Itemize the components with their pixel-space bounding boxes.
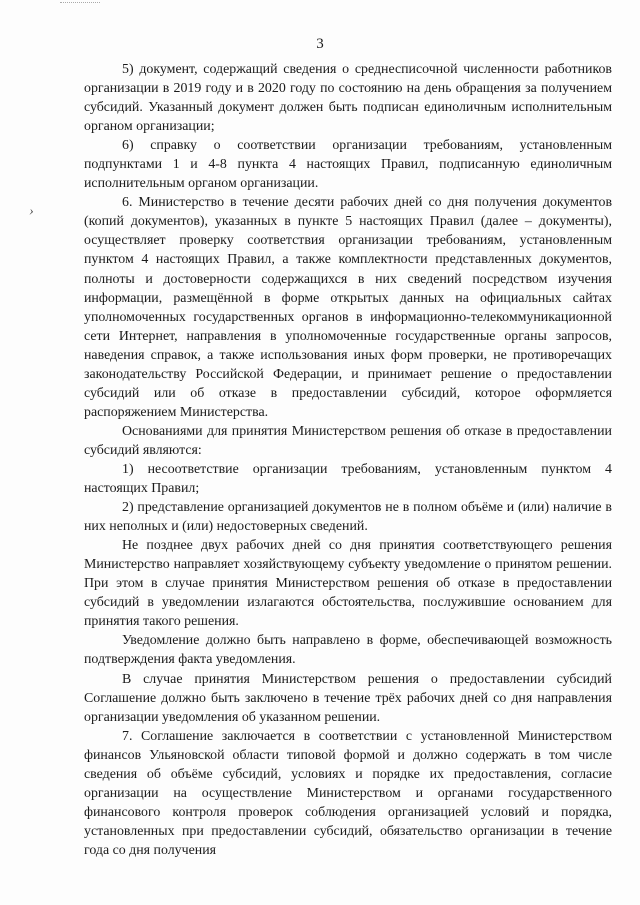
paragraph-item-6: 6) справку о соответствии организации требованиям, установленным подпунктами 1 и 4-8 пункта 4 настоящих Правил, подписанную единоличным исполнительным органом организации. xyxy=(84,138,612,192)
paragraph-item-5: 5) документ, содержащий сведения о среднесписочной численности работников организации в 2019 году и в 2020 году по состоянию на день обращения за получением субсидий. Указанный документ должен быть подписан единоличным исполнительным органом организации; xyxy=(84,62,612,135)
paragraph-refusal-1: 1) несоответствие организации требованиям, установленным пунктом 4 настоящих Правил; xyxy=(84,461,612,497)
page-number: 3 xyxy=(316,36,324,52)
paragraph-notification-form: Уведомление должно быть направлено в форме, обеспечивающей возможность подтверждения факта уведомления. xyxy=(84,633,612,668)
paragraph-section-6: 6. Министерство в течение десяти рабочих дней со дня получения документов (копий документов), указанных в пункте 5 настоящих Правил (далее – документы), осуществляет проверку соответствия организации требованиям, установленным пунктом 4 настоящих Правил, а также комплектности представленных документов, полноты и достоверности содержащихся в них сведений посредством изучения информации, размещённой в форме открытых данных на официальных сайтах уполномоченных государственных органов в информационно-телекоммуникационной сети Интернет, направления в уполномоченные государственные органы запросов, наведения справок, а также использования иных форм проверки, не противоречащих законодательству Российской Федерации, и принимает решение о предоставлении субсидий или об отказе в предоставлении субсидий, которое оформляется распоряжением Министерства. xyxy=(84,195,612,420)
paragraph-refusal-grounds: Основаниями для принятия Министерством решения об отказе в предоставлении субсидий являются: xyxy=(84,423,612,458)
scan-artifact xyxy=(60,2,100,5)
margin-handwritten-mark: › xyxy=(29,204,34,219)
paragraph-section-7: 7. Соглашение заключается в соответствии с установленной Министерством финансов Ульяновской области типовой формой и должно содержать в том числе сведения об объёме субсидий, условиях и порядке их предоставления, согласие организации на осуществление Министерством и органами государственного финансового контроля проверок соблюдения организацией условий и порядка, установленных при предоставлении субсидий, обязательство организации в течение года со дня получения xyxy=(84,728,612,858)
paragraph-agreement-deadline: В случае принятия Министерством решения о предоставлении субсидий Соглашение должно быть заключено в течение трёх рабочих дней со дня направления организации уведомления об указанном решении. xyxy=(84,671,612,725)
paragraph-refusal-2: 2) представление организацией документов не в полном объёме и (или) наличие в них неполных и (или) недостоверных сведений. xyxy=(84,500,612,535)
paragraph-notification: Не позднее двух рабочих дней со дня принятия соответствующего решения Министерство направляет хозяйствующему субъекту уведомление о принятом решении. При этом в случае принятия Министерством решения об отказе в предоставлении субсидий в уведомлении излагаются обстоятельства, послужившие основанием для принятия такого решения. xyxy=(84,538,612,630)
document-body xyxy=(84,60,612,860)
